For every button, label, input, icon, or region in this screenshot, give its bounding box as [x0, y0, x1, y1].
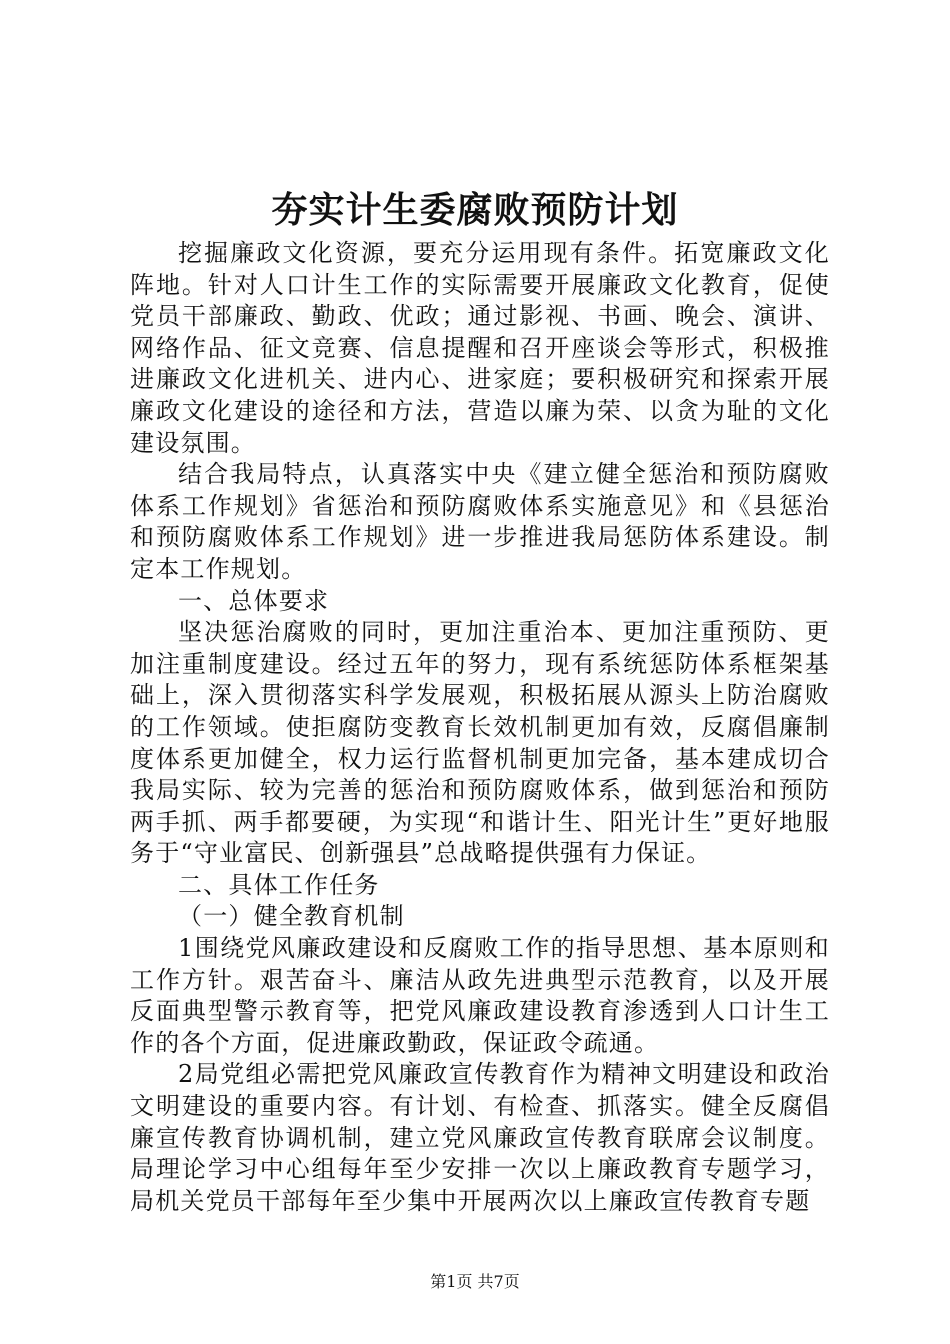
paragraph-culture-resources: 挖掘廉政文化资源，要充分运用现有条件。拓宽廉政文化阵地。针对人口计生工作的实际需要开展廉政文化教育，促使党员干部廉政、勤政、优政；通过影视、书画、晚会、演讲、网络作品、征文竞赛、信息提醒和召开座谈会等形式，积极推进廉政文化进机关、进内心、进家庭；要积极研究和探索开展廉政文化建设的途径和方法，营造以廉为荣、以贪为耻的文化建设氛围。: [130, 239, 830, 457]
section-heading-specific-tasks: 二、具体工作任务: [178, 870, 380, 899]
paragraph-overall-requirements: 坚决惩治腐败的同时，更加注重治本、更加注重预防、更加注重制度建设。经过五年的努力，现有系统惩防体系框架基础上，深入贯彻落实科学发展观，积极拓展从源头上防治腐败的工作领域。使拒腐防变教育长效机制更加有效，反腐倡廉制度体系更加健全，权力运行监督机制更加完备，基本建成切合我局实际、较为完善的惩治和预防腐败体系，做到惩治和预防两手抓、两手都要硬，为实现“和谐计生、阳光计生”更好地服务于“守业富民、创新强县”总战略提供强有力保证。: [130, 618, 830, 868]
document-title: 夯实计生委腐败预防计划: [271, 189, 679, 231]
page-number-footer: 第1页 共7页: [430, 1272, 520, 1291]
document-body: [130, 238, 830, 1217]
section-heading-overall-requirements: 一、总体要求: [178, 586, 330, 615]
subsection-heading-education-mechanism: （一）健全教育机制: [178, 902, 405, 931]
paragraph-task-2: 2局党组必需把党风廉政宣传教育作为精神文明建设和政治文明建设的重要内容。有计划、有检查、抓落实。健全反腐倡廉宣传教育协调机制，建立党风廉政宣传教育联席会议制度。局理论学习中心组每年至少安排一次以上廉政教育专题学习，局机关党员干部每年至少集中开展两次以上廉政宣传教育专题: [130, 1060, 830, 1215]
paragraph-task-1: 1围绕党风廉政建设和反腐败工作的指导思想、基本原则和工作方针。艰苦奋斗、廉洁从政先进典型示范教育，以及开展反面典型警示教育等，把党风廉政建设教育渗透到人口计生工作的各个方面，促进廉政勤政，保证政令疏通。: [130, 934, 830, 1057]
paragraph-bureau-features: 结合我局特点，认真落实中央《建立健全惩治和预防腐败体系工作规划》省惩治和预防腐败体系实施意见》和《县惩治和预防腐败体系工作规划》进一步推进我局惩防体系建设。制定本工作规划。: [130, 460, 830, 583]
